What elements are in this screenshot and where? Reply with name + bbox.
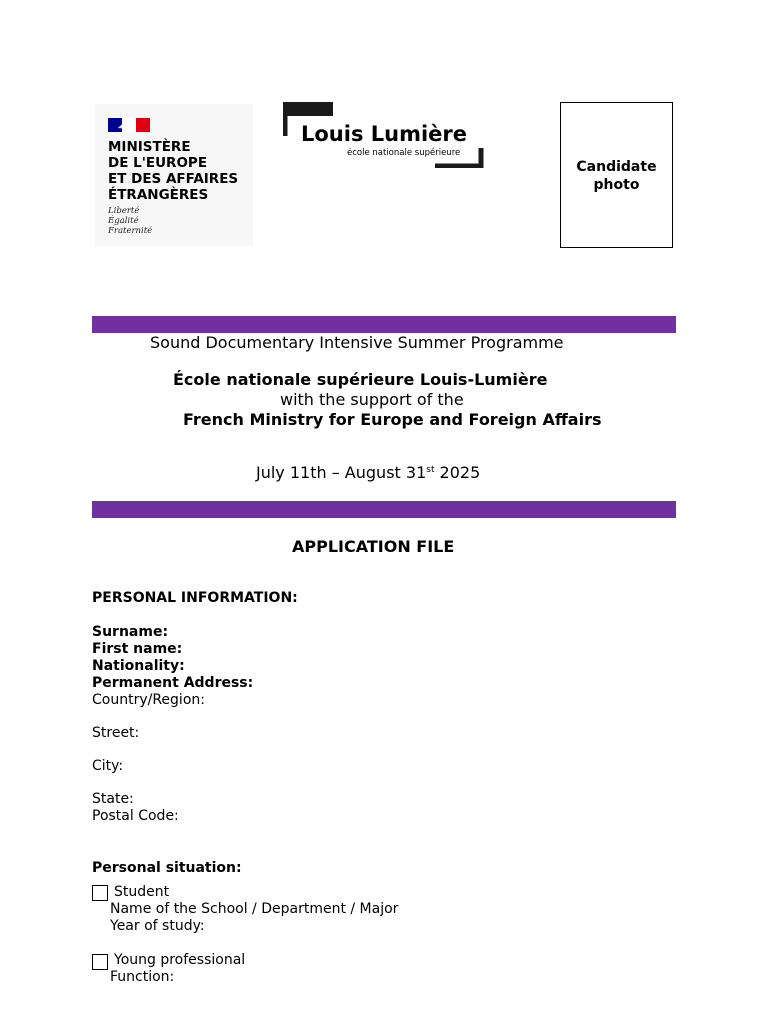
student-checkbox[interactable] [92,885,108,901]
city-label: City: [92,758,124,774]
header-bar-top [92,316,676,333]
nationality-label: Nationality: [92,658,185,674]
candidate-photo-box[interactable] [560,102,673,248]
ministry-name: French Ministry for Europe and Foreign Affairs [183,410,602,429]
street-label: Street: [92,725,140,741]
school-logo-subtitle: école nationale supérieure [347,148,461,158]
student-label: Student [114,884,170,900]
first-name-label: First name: [92,641,183,657]
year-of-study-label: Year of study: [110,918,205,934]
programme-dates [256,463,480,482]
ministry-line-3: ET DES AFFAIRES [108,171,239,187]
surname-label: Surname: [92,624,169,640]
postal-code-label: Postal Code: [92,808,179,824]
ministry-line-1: MINISTÈRE [108,139,191,155]
personal-situation-heading: Personal situation: [92,860,242,876]
country-label: Country/Region: [92,692,205,708]
young-professional-label: Young professional [114,952,246,968]
document-title: APPLICATION FILE [292,537,455,556]
school-name: École nationale supérieure Louis-Lumière [173,370,548,389]
header-bar-bottom [92,501,676,518]
dates-text: July 11th – August 31 [256,463,427,482]
school-logo-name: Louis Lumière [301,122,468,146]
young-professional-checkbox[interactable] [92,954,108,970]
motto-egalite: Égalité [108,216,139,226]
french-flag-icon [108,118,150,132]
programme-title: Sound Documentary Intensive Summer Programme [150,333,564,352]
personal-info-heading: PERSONAL INFORMATION: [92,590,298,606]
school-department-label: Name of the School / Department / Major [110,901,399,917]
dates-suffix: st [426,465,435,475]
ministry-logo [95,104,253,246]
photo-label-line1: Candidate [576,159,657,175]
state-label: State: [92,791,134,807]
louis-lumiere-logo [283,102,485,168]
photo-label [561,158,672,194]
ministry-line-2: DE L'EUROPE [108,155,208,171]
motto-liberte: Liberté [108,206,140,216]
ministry-line-4: ÉTRANGÈRES [108,187,209,203]
motto-fraternite: Fraternité [108,226,153,236]
permanent-address-label: Permanent Address: [92,675,254,691]
dates-year: 2025 [434,463,481,482]
function-label: Function: [110,969,175,985]
photo-label-line2: photo [593,177,640,193]
support-text: with the support of the [280,390,464,409]
